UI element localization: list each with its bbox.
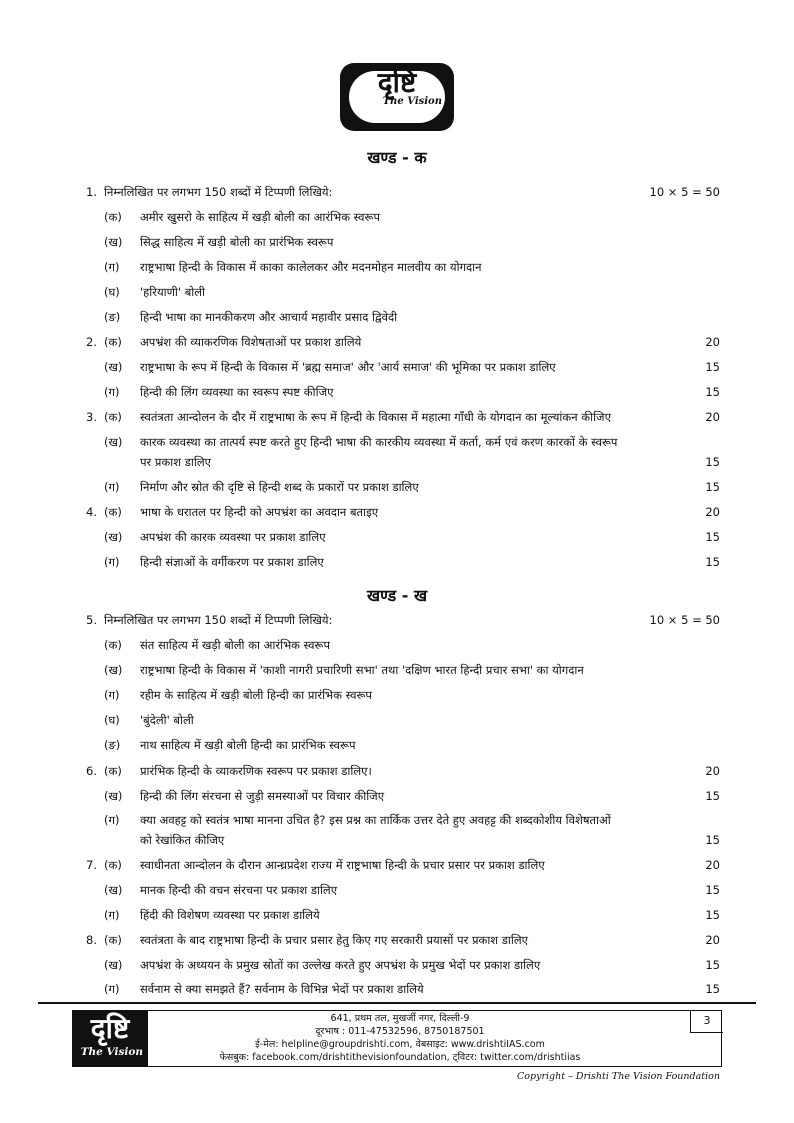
question-marks: 10 × 5 = 50 (649, 613, 720, 627)
part-text: स्वाधीनता आन्दोलन के दौरान आन्ध्रप्रदेश राज्य में राष्ट्रभाषा हिन्दी के प्रचार प्रसार पर प्रकाश डालिए (140, 858, 545, 872)
part-label: (ख) (104, 789, 123, 803)
question-number: 5. (86, 613, 97, 627)
part-text: भाषा के धरातल पर हिन्दी को अपभ्रंश का अवदान बताइए (140, 505, 379, 519)
part-text: हिन्दी की लिंग संरचना से जुड़ी समस्याओं पर विचार कीजिए (140, 789, 385, 803)
part-label: (क) (104, 638, 122, 652)
part-text: राष्ट्रभाषा हिन्दी के विकास में 'काशी नागरी प्रचारिणी सभा' तथा 'दक्षिण भारत हिन्दी प्रचार सभा' का योगदान (140, 663, 584, 677)
part-marks: 15 (705, 883, 720, 897)
part-label: (ग) (104, 555, 120, 569)
part-text: क्या अवहट्ट को स्वतंत्र भाषा मानना उचित है? इस प्रश्न का तार्किक उत्तर देते हुए अवहट्ट की शब्दकोशीय विशेषताओं (140, 813, 611, 827)
part-label: (क) (104, 335, 122, 349)
part-marks: 15 (705, 530, 720, 544)
part-text: 'हरियाणी' बोली (140, 285, 206, 299)
part-label: (ग) (104, 260, 120, 274)
part-label: (ख) (104, 235, 123, 249)
part-text: निर्माण और स्रोत की दृष्टि से हिन्दी शब्द के प्रकारों पर प्रकाश डालिए (140, 480, 419, 494)
part-marks: 20 (705, 858, 720, 872)
part-text: संत साहित्य में खड़ी बोली का आरंभिक स्वरूप (140, 638, 330, 652)
part-text: अपभ्रंश के अध्ययन के प्रमुख स्रोतों का उल्लेख करते हुए अपभ्रंश के प्रमुख भेदों पर प्रकाश डालिए (140, 958, 541, 972)
part-text: हिन्दी संज्ञाओं के वर्गीकरण पर प्रकाश डालिए (140, 555, 324, 569)
part-label: (क) (104, 933, 122, 947)
logo-tagline: The Vision (382, 96, 442, 107)
part-label: (घ) (104, 285, 120, 299)
copyright: Copyright – Drishti The Vision Foundation (517, 1071, 720, 1082)
part-marks: 15 (705, 555, 720, 569)
part-text: हिंदी की विशेषण व्यवस्था पर प्रकाश डालिये (140, 908, 320, 922)
part-text: स्वतंत्रता आन्दोलन के दौर में राष्ट्रभाषा के रूप में हिन्दी के विकास में महात्मा गाँधी के योगदान का मूल्यांकन कीजिए (140, 410, 611, 424)
part-label: (ख) (104, 530, 123, 544)
logo-brand: दृष्टि (377, 66, 417, 99)
part-text: अमीर खुसरो के साहित्य में खड़ी बोली का आरंभिक स्वरूप (140, 210, 381, 224)
question-marks: 10 × 5 = 50 (649, 185, 720, 199)
part-label: (क) (104, 764, 122, 778)
footer-logo-tagline: The Vision (80, 1046, 143, 1058)
part-text: मानक हिन्दी की वचन संरचना पर प्रकाश डालिए (140, 883, 338, 897)
part-text: प्रारंभिक हिन्दी के व्याकरणिक स्वरूप पर प्रकाश डालिए। (140, 764, 372, 778)
part-label: (ग) (104, 908, 120, 922)
part-label: (ख) (104, 958, 123, 972)
footer-email: ई-मेल: helpline@groupdrishti.com, वेबसाइट: www.drishtiIAS.com (255, 1039, 545, 1050)
part-marks: 20 (705, 933, 720, 947)
part-label: (ग) (104, 813, 120, 827)
footer-social: फेसबुक: facebook.com/drishtithevisionfoundation, ट्विटर: twitter.com/drishtiias (219, 1052, 581, 1063)
part-label: (ख) (104, 663, 123, 677)
part-marks: 15 (705, 958, 720, 972)
part-label: (क) (104, 410, 122, 424)
part-text: अपभ्रंश की व्याकरणिक विशेषताओं पर प्रकाश डालिये (140, 335, 362, 349)
footer-logo (72, 1010, 148, 1067)
question-number: 6. (86, 764, 97, 778)
part-label: (ङ) (104, 738, 121, 752)
part-label: (क) (104, 505, 122, 519)
part-marks: 15 (705, 982, 720, 996)
part-marks: 15 (705, 480, 720, 494)
section-b-title: खण्ड - ख (366, 586, 428, 605)
part-text: हिन्दी भाषा का मानकीकरण और आचार्य महावीर प्रसाद द्विवेदी (140, 310, 398, 324)
part-label: (क) (104, 858, 122, 872)
part-label: (क) (104, 210, 122, 224)
question-text: निम्नलिखित पर लगभग 150 शब्दों में टिप्पणी लिखिये: (104, 185, 333, 199)
question-number: 8. (86, 933, 97, 947)
part-label: (ग) (104, 688, 120, 702)
page-number: 3 (690, 1010, 723, 1033)
part-text: कारक व्यवस्था का तात्पर्य स्पष्ट करते हुए हिन्दी भाषा की कारकीय व्यवस्था में कर्ता, कर्म एवं करण कारकों के स्वरूप (140, 435, 618, 449)
part-label: (ग) (104, 982, 120, 996)
question-number: 3. (86, 410, 97, 424)
part-text: राष्ट्रभाषा के रूप में हिन्दी के विकास में 'ब्रह्म समाज' और 'आर्य समाज' की भूमिका पर प्रकाश डालिए (140, 360, 556, 374)
question-number: 1. (86, 185, 97, 199)
part-label: (ख) (104, 360, 123, 374)
question-number: 4. (86, 505, 97, 519)
question-text: निम्नलिखित पर लगभग 150 शब्दों में टिप्पणी लिखिये: (104, 613, 333, 627)
part-label: (ङ) (104, 310, 121, 324)
part-label: (ख) (104, 435, 123, 449)
part-marks: 15 (705, 908, 720, 922)
part-label: (ख) (104, 883, 123, 897)
footer-phone: दूरभाष : 011-47532596, 8750187501 (315, 1026, 485, 1037)
part-text: अपभ्रंश की कारक व्यवस्था पर प्रकाश डालिए (140, 530, 326, 544)
part-text: रहीम के साहित्य में खड़ी बोली हिन्दी का प्रारंभिक स्वरूप (140, 688, 372, 702)
part-marks: 20 (705, 335, 720, 349)
part-text: राष्ट्रभाषा हिन्दी के विकास में काका कालेलकर और मदनमोहन मालवीय का योगदान (140, 260, 482, 274)
part-marks: 15 (705, 385, 720, 399)
part-label: (ग) (104, 385, 120, 399)
logo-top (340, 63, 454, 131)
part-text-continued: को रेखांकित कीजिए (140, 833, 225, 847)
part-text: स्वतंत्रता के बाद राष्ट्रभाषा हिन्दी के प्रचार प्रसार हेतु किए गए सरकारी प्रयासों पर प्रकाश डालिए (140, 933, 529, 947)
footer-address: 641, प्रथम तल, मुखर्जी नगर, दिल्ली-9 (330, 1013, 470, 1024)
part-marks: 15 (705, 789, 720, 803)
part-marks: 20 (705, 410, 720, 424)
question-number: 7. (86, 858, 97, 872)
part-label: (घ) (104, 713, 120, 727)
section-a-title: खण्ड - क (367, 148, 427, 167)
part-marks: 15 (705, 360, 720, 374)
part-text: हिन्दी की लिंग व्यवस्था का स्वरूप स्पष्ट कीजिए (140, 385, 334, 399)
part-text: 'बुंदेली' बोली (140, 713, 194, 727)
footer-logo-brand: दृष्टि (90, 1012, 130, 1045)
part-label: (ग) (104, 480, 120, 494)
part-text: सिद्ध साहित्य में खड़ी बोली का प्रारंभिक स्वरूप (140, 235, 334, 249)
part-marks: 20 (705, 505, 720, 519)
part-marks: 20 (705, 764, 720, 778)
part-text: नाथ साहित्य में खड़ी बोली हिन्दी का प्रारंभिक स्वरूप (140, 738, 356, 752)
question-number: 2. (86, 335, 97, 349)
footer-divider (38, 1002, 756, 1004)
part-marks: 15 (705, 833, 720, 847)
part-text-continued: पर प्रकाश डालिए (140, 455, 211, 469)
part-marks: 15 (705, 455, 720, 469)
part-text: सर्वनाम से क्या समझते हैं? सर्वनाम के विभिन्न भेदों पर प्रकाश डालिये (140, 982, 424, 996)
